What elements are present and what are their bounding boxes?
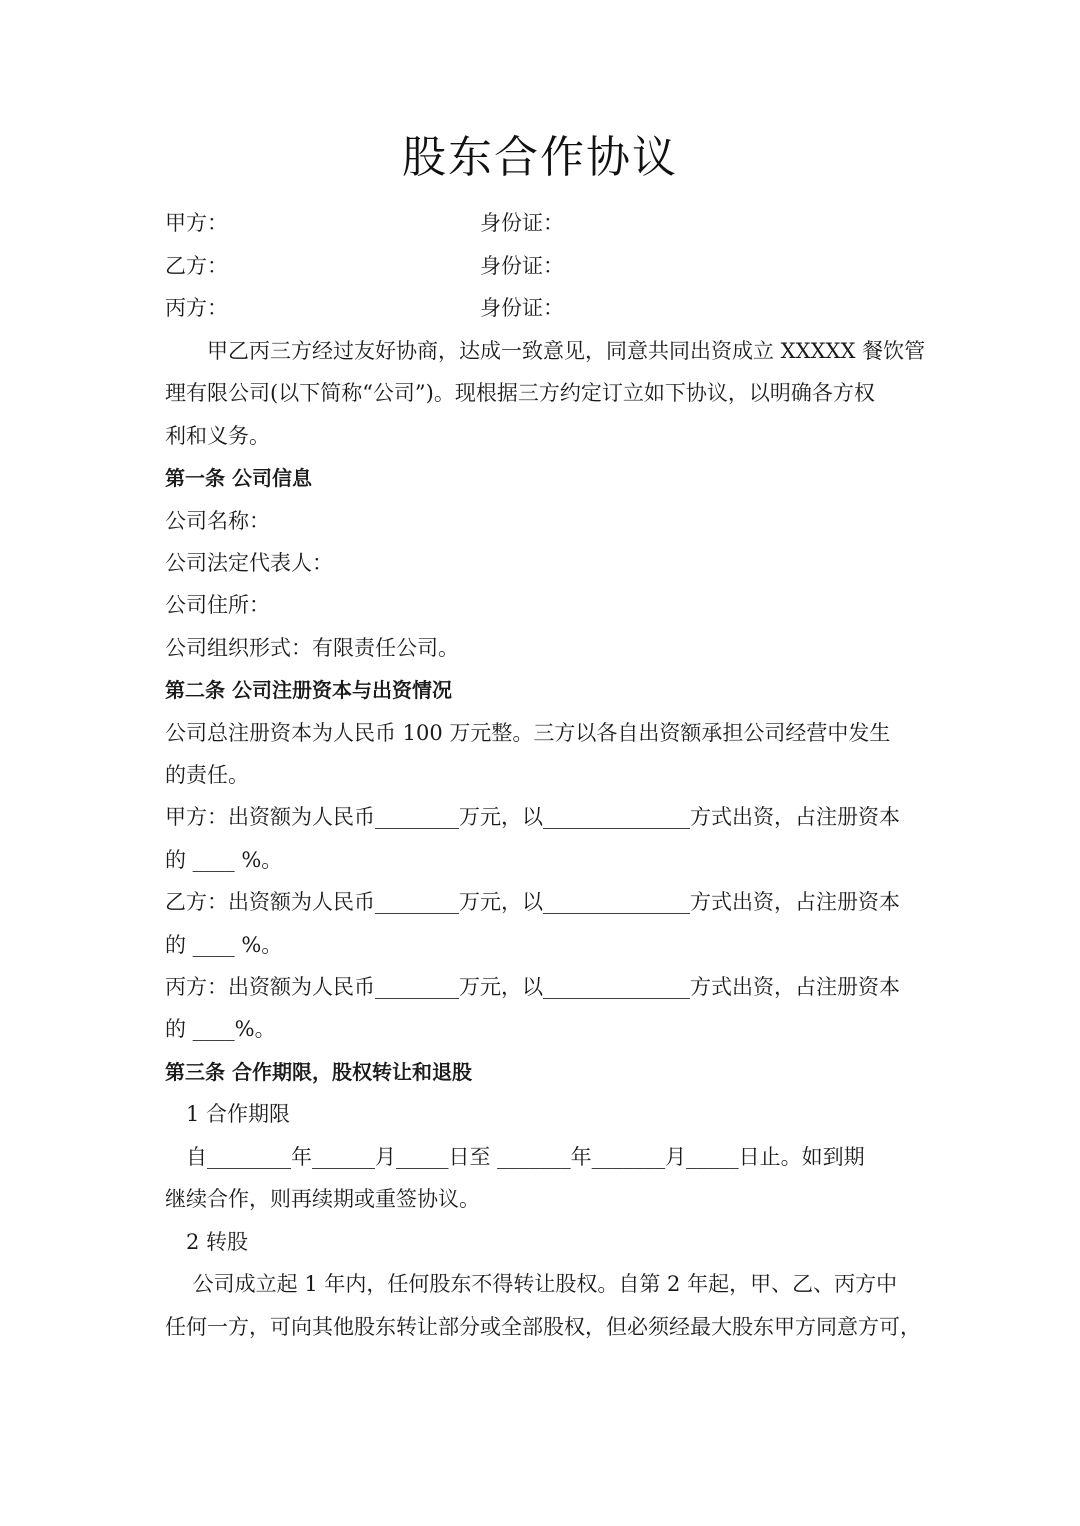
article-1-line: 公司法定代表人： — [165, 551, 333, 575]
article-1-line: 公司住所： — [165, 593, 270, 617]
party-a-id-label: 身份证： — [480, 211, 564, 235]
party-b-label: 乙方： — [165, 254, 228, 278]
article-2-line: 甲方：出资额为人民币________万元，以______________方式出资，占注册资本 — [165, 805, 900, 829]
article-2-line: 公司总注册资本为人民币 100 万元整。三方以各自出资额承担公司经营中发生 — [165, 721, 891, 745]
party-c-label: 丙方： — [165, 296, 228, 320]
document-title: 股东合作协议 — [402, 132, 678, 183]
article-2-heading: 第二条 公司注册资本与出资情况 — [165, 678, 452, 702]
article-2-line: 的 ____ %。 — [165, 933, 283, 957]
article-3-line: 任何一方，可向其他股东转让部分或全部股权，但必须经最大股东甲方同意方可， — [165, 1315, 921, 1339]
article-2-line: 的责任。 — [165, 763, 249, 787]
article-1-line: 公司名称： — [165, 509, 270, 533]
article-2-line: 的 ____%。 — [165, 1017, 276, 1041]
article-3-line: 继续合作，则再续期或重签协议。 — [165, 1187, 480, 1211]
article-3-heading: 第三条 合作期限，股权转让和退股 — [165, 1060, 472, 1084]
article-2-line: 的 ____ %。 — [165, 848, 283, 872]
article-2-line: 丙方：出资额为人民币________万元，以______________方式出资，占注册资本 — [165, 975, 900, 999]
article-3-line: 2 转股 — [165, 1230, 249, 1254]
article-3-line: 自________年______月_____日至 _______年_______月_____日止。如到期 — [165, 1145, 865, 1169]
intro-line: 利和义务。 — [165, 424, 270, 448]
article-1-line: 公司组织形式：有限责任公司。 — [165, 636, 459, 660]
article-1-heading: 第一条 公司信息 — [165, 466, 312, 490]
intro-line: 理有限公司(以下简称“公司”)。现根据三方约定订立如下协议，以明确各方权 — [165, 381, 875, 405]
party-c-id-label: 身份证： — [480, 296, 564, 320]
article-3-line: 1 合作期限 — [165, 1102, 291, 1126]
intro-line: 甲乙丙三方经过友好协商，达成一致意见，同意共同出资成立 XXXXX 餐饮管 — [165, 339, 926, 363]
article-2-line: 乙方：出资额为人民币________万元，以______________方式出资，占注册资本 — [165, 890, 900, 914]
article-3-line: 公司成立起 1 年内，任何股东不得转让股权。自第 2 年起，甲、乙、丙方中 — [165, 1272, 898, 1296]
party-a-label: 甲方： — [165, 211, 228, 235]
party-b-id-label: 身份证： — [480, 254, 564, 278]
